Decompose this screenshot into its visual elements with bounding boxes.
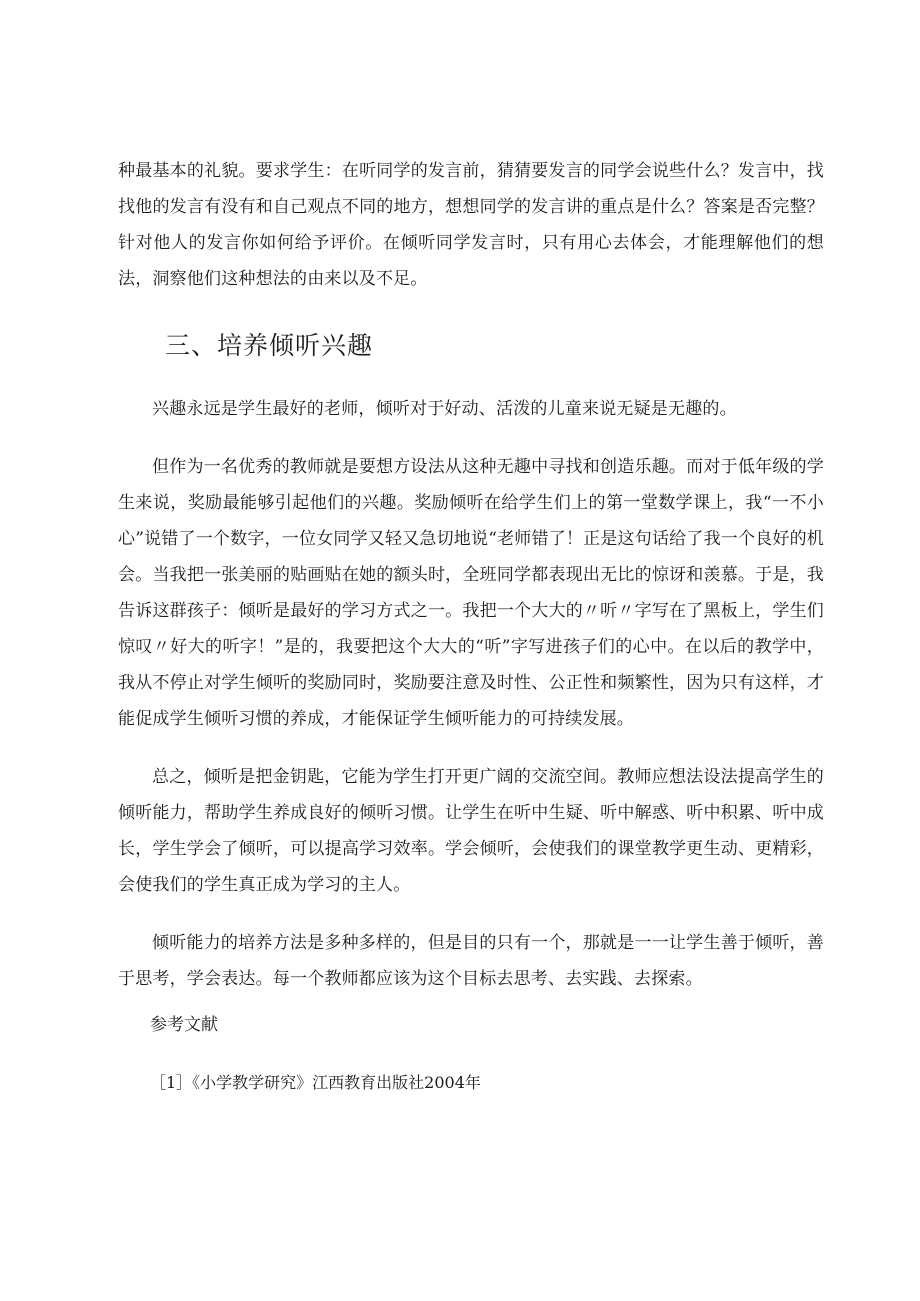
- reference-item: ［1］《小学教学研究》江西教育出版社2004年: [150, 1073, 481, 1092]
- paragraph-courtesy: 种最基本的礼貌。要求学生：在听同学的发言前，猜猜要发言的同学会说些什么？发言中，找找他的发言有没有和自己观点不同的地方，想想同学的发言讲的重点是什么？答案是否完整？针对他人的发言你如何给予评价。在倾听同学发言时，只有用心去体会，才能理解他们的想法，洞察他们这种想法的由来以及不足。: [118, 161, 824, 289]
- paragraph-reward-story: 但作为一名优秀的教师就是要想方设法从这种无趣中寻找和创造乐趣。而对于低年级的学生来说，奖励最能够引起他们的兴趣。奖励倾听在给学生们上的第一堂数学课上，我“一不小心”说错了一个数字，一位女同学又轻又急切地说“老师错了！正是这句话给了我一个良好的机会。当我把一张美丽的贴画贴在她的额头时，全班同学都表现出无比的惊讶和羡慕。于是，我告诉这群孩子：倾听是最好的学习方式之一。我把一个大大的〃听〃字写在了黑板上，学生们惊叹〃好大的听字！”是的，我要把这个大大的“听”字写进孩子们的心中。在以后的教学中，我从不停止对学生倾听的奖励同时，奖励要注意及时性、公正性和频繁性，因为只有这样，才能促成学生倾听习惯的养成，才能保证学生倾听能力的可持续发展。: [118, 457, 824, 729]
- paragraph-conclusion: 倾听能力的培养方法是多种多样的，但是目的只有一个，那就是一一让学生善于倾听，善于思考，学会表达。每一个教师都应该为这个目标去思考、去实践、去探索。: [118, 933, 824, 989]
- section-heading: 三、培养倾听兴趣: [165, 331, 374, 360]
- paragraph-summary: 总之，倾听是把金钥匙，它能为学生打开更广阔的交流空间。教师应想法设法提高学生的倾听能力，帮助学生养成良好的倾听习惯。让学生在听中生疑、听中解惑、听中积累、听中成长，学生学会了倾听，可以提高学习效率。学会倾听，会使我们的课堂教学更生动、更精彩，会使我们的学生真正成为学习的主人。: [118, 767, 824, 895]
- references-title: 参考文献: [150, 1015, 218, 1035]
- paragraph-interest-intro: 兴趣永远是学生最好的老师，倾听对于好动、活泼的儿童来说无疑是无趣的。: [152, 399, 737, 419]
